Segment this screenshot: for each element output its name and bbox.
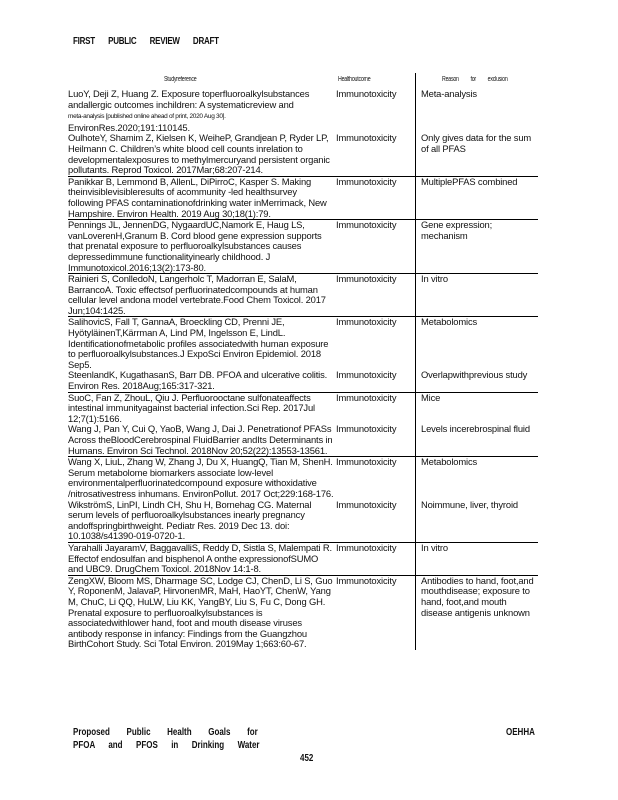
table-row (68, 392, 538, 425)
exclusion-reason: Overlapwithprevious study (415, 370, 538, 391)
reference-citation: EnvironRes.2020;191:110145. (68, 121, 190, 133)
reference-note: meta-analysis [published online ahead of print, 2020 Aug 30]. (68, 113, 226, 121)
study-reference: Yarahalli JayaramV, BaggavalliS, Reddy D, Sistla S, Malempati R. Effectof endosulfan and bisphenol A onthe expressionofSUMO and UBC9. DrugChem Toxicol. 2018Nov 14:1-8. (68, 541, 332, 575)
health-outcome: Immunotoxicity (336, 541, 397, 553)
health-outcome: Immunotoxicity (336, 369, 397, 381)
health-outcome: Immunotoxicity (336, 316, 397, 328)
exclusion-reason: Meta-analysis (415, 89, 538, 133)
footer-title-line-2: PFOA and PFOS in Drinking Water (73, 740, 260, 751)
table-row (68, 542, 538, 575)
exclusion-reason: Noimmune, liver, thyroid (415, 500, 538, 542)
draft-header: FIRST PUBLIC REVIEW DRAFT (73, 36, 219, 47)
health-outcome: Immunotoxicity (336, 175, 397, 187)
study-reference: SteenlandK, KugathasanS, Barr DB. PFOA and ulcerative colitis. Environ Res. 2018Aug;165:317-321. (68, 369, 328, 392)
exclusion-reason: Antibodies to hand, foot,and mouthdisease; exposure to hand, foot,and mouth disease antigenis unknown (415, 576, 538, 650)
table-row (68, 273, 538, 316)
study-reference: Wang J, Pan Y, Cui Q, YaoB, Wang J, Dai J. Penetrationof PFASs Across theBloodCerebrospinal FluidBarrier andIts Determinants in Humans. Environ Sci Technol. 2018Nov 20;52(22):13553-13561. (68, 423, 333, 456)
study-reference: SalihovicS, Fall T, GannaA, Broeckling CD, Prenni JE, HyötyläinenT,Kärrman A, Lind PM, Ingelsson E, LindL. Identificationofmetabolic profiles associatedwith human exposure to perfluoroalkylsubstances.J ExpoSci Environ Epidemiol. 2018 Sep5. (68, 316, 329, 370)
column-header-study-reference: Studyreference (164, 76, 197, 83)
exclusion-reason: MultiplePFAS combined (415, 177, 538, 219)
health-outcome: Immunotoxicity (336, 423, 397, 435)
table-row (68, 370, 538, 391)
study-reference: Pennings JL, JennenDG, NygaardUC,Namork E, Haug LS, vanLoverenH,Granum B. Cord blood gene expression supports that prenatal exposure to perfluoroalkylsubstances causes depressedimmune functionalityinearly childhood. J Immunotoxicol.2016;13(2):173-80. (68, 219, 322, 273)
table-row (68, 424, 538, 456)
exclusion-reason: Levels incerebrospinal fluid (415, 424, 538, 456)
exclusion-reason: Gene expression; mechanism (415, 220, 538, 273)
page-number: 452 (300, 753, 314, 764)
column-header-reason: Reason for exclusion (442, 76, 508, 83)
health-outcome: Immunotoxicity (336, 456, 397, 468)
health-outcome: Immunotoxicity (336, 273, 397, 285)
health-outcome: Immunotoxicity (336, 132, 397, 144)
table-row (68, 575, 538, 650)
exclusion-reason: Metabolomics (415, 457, 538, 499)
table-row (68, 316, 538, 370)
study-reference: Rainieri S, ConlledoN, Langerholc T, Madorran E, SalaM, BarrancoA. Toxic effectsof perfluorinatedcompounds at human cellular level andona model vertebrate.Food Chem Toxicol. 2017 Jun;104:1425. (68, 273, 326, 316)
health-outcome: Immunotoxicity (336, 574, 397, 586)
footer-agency: OEHHA (506, 727, 535, 738)
exclusion-reason: Metabolomics (415, 317, 538, 370)
study-reference (68, 89, 336, 133)
health-outcome: Immunotoxicity (336, 88, 397, 99)
column-header-health-outcome: Healthoutcome (338, 76, 371, 83)
table-row (68, 500, 538, 542)
health-outcome: Immunotoxicity (336, 219, 397, 231)
footer-title-line-1: Proposed Public Health Goals for (73, 727, 258, 738)
study-reference: SuoC, Fan Z, ZhouL, Qiu J. Perfluorooctane sulfonateaffects intestinal immunityagainst bacterial infection.Sci Rep. 2017Jul 12;7(1):5166. (68, 391, 315, 424)
table-row (68, 133, 538, 175)
table-row (68, 176, 538, 219)
table-row (68, 219, 538, 273)
exclusion-reason: In vitro (415, 274, 538, 316)
exclusion-reason: Only gives data for the sum of all PFAS (415, 133, 538, 175)
exclusion-reason: In vitro (415, 543, 538, 575)
exclusion-reason: Mice (415, 393, 538, 425)
column-divider (415, 73, 416, 89)
study-reference: OulhoteY, Shamim Z, Kielsen K, WeiheP, Grandjean P, Ryder LP, Heilmann C. Children’s white blood cell counts inrelation to developmentalexposures to methylmercuryand persistent organic pollutants. Reprod Toxicol. 2017Mar;68:207-214. (68, 132, 330, 176)
study-reference: Panikkar B, Lemmond B, AllenL, DiPirroC, Kasper S. Making theinvisiblevisibleresults of acommunity -led healthsurvey following PFAS contaminationofdrinking water inMerrimack, New Hampshire. Environ Health. 2019 Aug 30;18(1):79. (68, 175, 327, 219)
health-outcome: Immunotoxicity (336, 391, 397, 403)
study-reference: ZengXW, Bloom MS, Dharmage SC, Lodge CJ, ChenD, Li S, Guo Y, RoponenM, JalavaP, HirvonenMR, MaH, HaoYT, ChenW, Yang M, ChuC, Li QQ, HuLW, Liu KK, YangBY, Liu S, Fu C, Dong GH. Prenatal exposure to perfluoroalkylsubstances is associatedwithlower hand, foot and mouth disease viruses antibody response in infancy: Findings from the Guangzhou BirthCohort Study. Sci Total Environ. 2019May 1;663:60-67. (68, 574, 333, 650)
study-reference: WikströmS, LinPI, Lindh CH, Shu H, Bornehag CG. Maternal serum levels of perfluoroalkylsubstances inearly pregnancy andoffspringbirthweight. Pediatr Res. 2019 Dec 13. doi: 10.1038/s41390-019-0720-1. (68, 498, 312, 542)
table-row (68, 89, 538, 133)
reference-text: LuoY, Deji Z, Huang Z. Exposure toperfluoroalkylsubstances andallergic outcomes inchildren: A systematicreview and (68, 88, 310, 110)
exclusion-table (68, 89, 538, 650)
table-row (68, 456, 538, 499)
study-reference: Wang X, LiuL, Zhang W, Zhang J, Du X, HuangQ, Tian M, ShenH. Serum metabolome biomarkers associate low-level environmentalperfluorinatedcompound exposure withoxidative /nitrosativestress inhumans. EnvironPollut. 2017 Oct;229:168-176. (68, 456, 334, 499)
health-outcome: Immunotoxicity (336, 498, 397, 510)
